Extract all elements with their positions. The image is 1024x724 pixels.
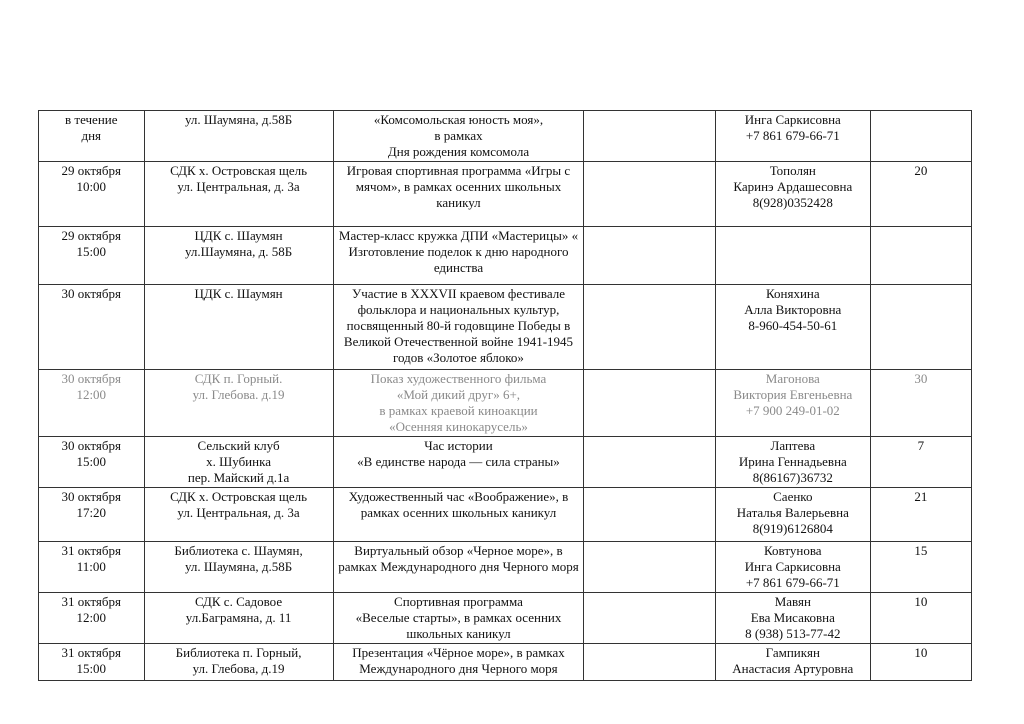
event-cell: Час истории «В единстве народа — сила страны» [333,437,584,488]
table-row [39,488,972,542]
table-row [39,111,972,162]
count-cell: 10 [870,593,971,644]
event-cell: Показ художественного фильма «Мой дикий друг» 6+, в рамках краевой киноакции «Осенняя кинокарусель» [333,370,584,437]
place-cell: ЦДК с. Шаумян [144,285,333,370]
table-row [39,162,972,227]
responsible-cell: Саенко Наталья Валерьевна 8(919)6126804 [716,488,871,542]
responsible-cell: Тополян Каринэ Ардашесовна 8(928)0352428 [716,162,871,227]
date-cell: 30 октября 15:00 [39,437,145,488]
empty-cell [584,285,716,370]
event-cell: Художественный час «Воображение», в рамках осенних школьных каникул [333,488,584,542]
empty-cell [584,644,716,681]
date-cell: 31 октября 11:00 [39,542,145,593]
date-cell: 30 октября 17:20 [39,488,145,542]
count-cell: 15 [870,542,971,593]
empty-cell [584,488,716,542]
count-cell: 7 [870,437,971,488]
date-cell: 30 октября 12:00 [39,370,145,437]
count-cell [870,111,971,162]
place-cell: ул. Шаумяна, д.58Б [144,111,333,162]
place-cell: СДК х. Островская щель ул. Центральная, д. 3а [144,162,333,227]
event-cell: Участие в XXXVII краевом фестивале фольклора и национальных культур, посвященный 80-й годовщине Победы в Великой Отечественной войне 1941-1945 годов «Золотое яблоко» [333,285,584,370]
date-cell: 31 октября 15:00 [39,644,145,681]
event-cell: Презентация «Чёрное море», в рамках Международного дня Черного моря [333,644,584,681]
date-cell: 29 октября 15:00 [39,227,145,285]
responsible-cell: Коняхина Алла Викторовна 8-960-454-50-61 [716,285,871,370]
empty-cell [584,227,716,285]
count-cell [870,227,971,285]
events-table [38,110,972,681]
place-cell: ЦДК с. Шаумян ул.Шаумяна, д. 58Б [144,227,333,285]
count-cell [870,285,971,370]
place-cell: Библиотека с. Шаумян, ул. Шаумяна, д.58Б [144,542,333,593]
event-cell: Игровая спортивная программа «Игры с мячом», в рамках осенних школьных каникул [333,162,584,227]
responsible-cell: Мавян Ева Мисаковна 8 (938) 513-77-42 [716,593,871,644]
table-row [39,542,972,593]
event-cell: Виртуальный обзор «Черное море», в рамках Международного дня Черного моря [333,542,584,593]
empty-cell [584,370,716,437]
empty-cell [584,111,716,162]
event-cell: Мастер-класс кружка ДПИ «Мастерицы» « Изготовление поделок к дню народного единства [333,227,584,285]
empty-cell [584,542,716,593]
table-row [39,370,972,437]
responsible-cell: Лаптева Ирина Геннадьевна 8(86167)36732 [716,437,871,488]
responsible-cell: Магонова Виктория Евгеньевна +7 900 249-01-02 [716,370,871,437]
responsible-cell [716,227,871,285]
place-cell: СДК п. Горный. ул. Глебова. д.19 [144,370,333,437]
table-row [39,593,972,644]
responsible-cell: Инга Саркисовна +7 861 679-66-71 [716,111,871,162]
empty-cell [584,437,716,488]
responsible-cell: Гампикян Анастасия Артуровна [716,644,871,681]
responsible-cell: Ковтунова Инга Саркисовна +7 861 679-66-71 [716,542,871,593]
date-cell: в течение дня [39,111,145,162]
table-row [39,644,972,681]
date-cell: 31 октября 12:00 [39,593,145,644]
place-cell: СДК х. Островская щель ул. Центральная, д. 3а [144,488,333,542]
count-cell: 20 [870,162,971,227]
empty-cell [584,162,716,227]
date-cell: 30 октября [39,285,145,370]
table-row [39,285,972,370]
count-cell: 10 [870,644,971,681]
event-cell: «Комсомольская юность моя», в рамках Дня рождения комсомола [333,111,584,162]
table-row [39,227,972,285]
empty-cell [584,593,716,644]
event-cell: Спортивная программа «Веселые старты», в рамках осенних школьных каникул [333,593,584,644]
count-cell: 30 [870,370,971,437]
place-cell: Сельский клуб х. Шубинка пер. Майский д.1а [144,437,333,488]
count-cell: 21 [870,488,971,542]
date-cell: 29 октября 10:00 [39,162,145,227]
place-cell: Библиотека п. Горный, ул. Глебова, д.19 [144,644,333,681]
place-cell: СДК с. Садовое ул.Баграмяна, д. 11 [144,593,333,644]
table-row [39,437,972,488]
